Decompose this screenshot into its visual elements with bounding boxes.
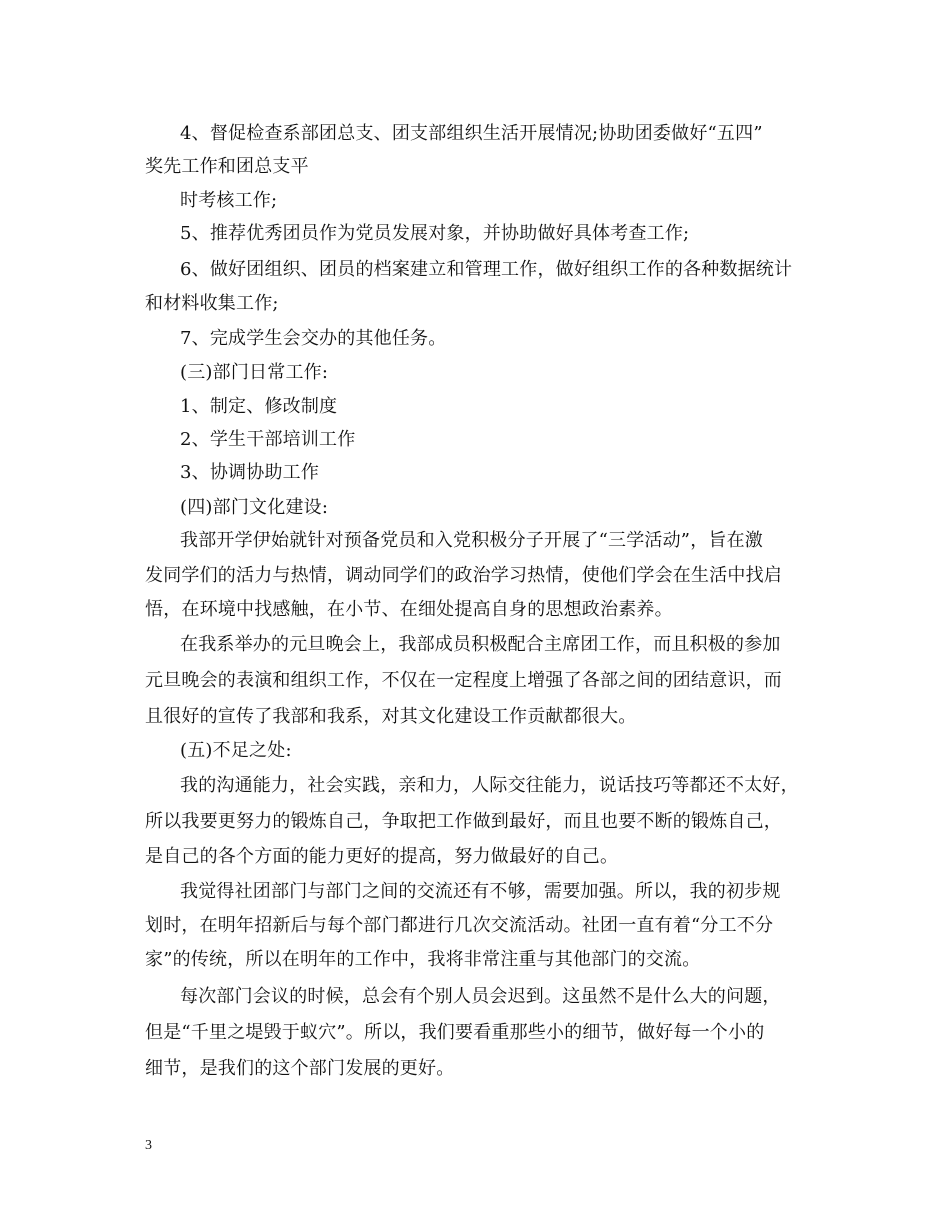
text-line: 2、学生干部培训工作: [180, 429, 356, 450]
section-heading: (四)部门文化建设:: [180, 497, 329, 518]
text-line: 我部开学伊始就针对预备党员和入党积极分子开展了“三学活动”，旨在激: [180, 530, 764, 551]
text-line: 奖先工作和团总支平: [145, 156, 309, 177]
text-line: 在我系举办的元旦晚会上，我部成员积极配合主席团工作，而且积极的参加: [180, 634, 781, 655]
text-line: 6、做好团组织、团员的档案建立和管理工作，做好组织工作的各种数据统计: [180, 259, 793, 280]
text-line: 且很好的宣传了我部和我系，对其文化建设工作贡献都很大。: [145, 706, 637, 727]
text-line: 4、督促检查系部团总支、团支部组织生活开展情况;协助团委做好“五四”: [180, 123, 763, 144]
text-line: 是自己的各个方面的能力更好的提高，努力做最好的自己。: [145, 846, 619, 867]
text-line: 家”的传统，所以在明年的工作中，我将非常注重与其他部门的交流。: [145, 949, 701, 970]
text-line: 3、协调协助工作: [180, 462, 320, 483]
text-line: 和材料收集工作;: [145, 293, 279, 314]
text-line: 我觉得社团部门与部门之间的交流还有不够，需要加强。所以，我的初步规: [180, 881, 781, 902]
text-line: 悟，在环境中找感触，在小节、在细处提高自身的思想政治素养。: [145, 599, 673, 620]
text-line: 5、推荐优秀团员作为党员发展对象，并协助做好具体考查工作;: [180, 223, 690, 244]
section-heading: (五)不足之处:: [180, 740, 292, 761]
text-line: 所以我要更努力的锻炼自己，争取把工作做到最好，而且也要不断的锻炼自己，: [145, 811, 782, 832]
text-line: 发同学们的活力与热情，调动同学们的政治学习热情，使他们学会在生活中找启: [145, 565, 782, 586]
text-line: 元旦晚会的表演和组织工作，不仅在一定程度上增强了各部之间的团结意识，而: [145, 670, 782, 691]
text-line: 细节，是我们的这个部门发展的更好。: [145, 1058, 455, 1079]
text-line: 但是“千里之堤毁于蚁穴”。所以，我们要看重那些小的细节，做好每一个小的: [145, 1022, 765, 1043]
text-line: 时考核工作;: [180, 190, 278, 211]
text-line: 1、制定、修改制度: [180, 396, 338, 417]
text-line: 每次部门会议的时候，总会有个别人员会迟到。这虽然不是什么大的问题，: [180, 986, 781, 1007]
text-line: 7、完成学生会交办的其他任务。: [180, 328, 447, 349]
section-heading: (三)部门日常工作:: [180, 362, 329, 383]
page-number: 3: [145, 1138, 152, 1153]
text-line: 我的沟通能力，社会实践，亲和力，人际交往能力，说话技巧等都还不太好，: [180, 775, 799, 796]
text-line: 划时，在明年招新后与每个部门都进行几次交流活动。社团一直有着“分工不分: [145, 915, 774, 936]
